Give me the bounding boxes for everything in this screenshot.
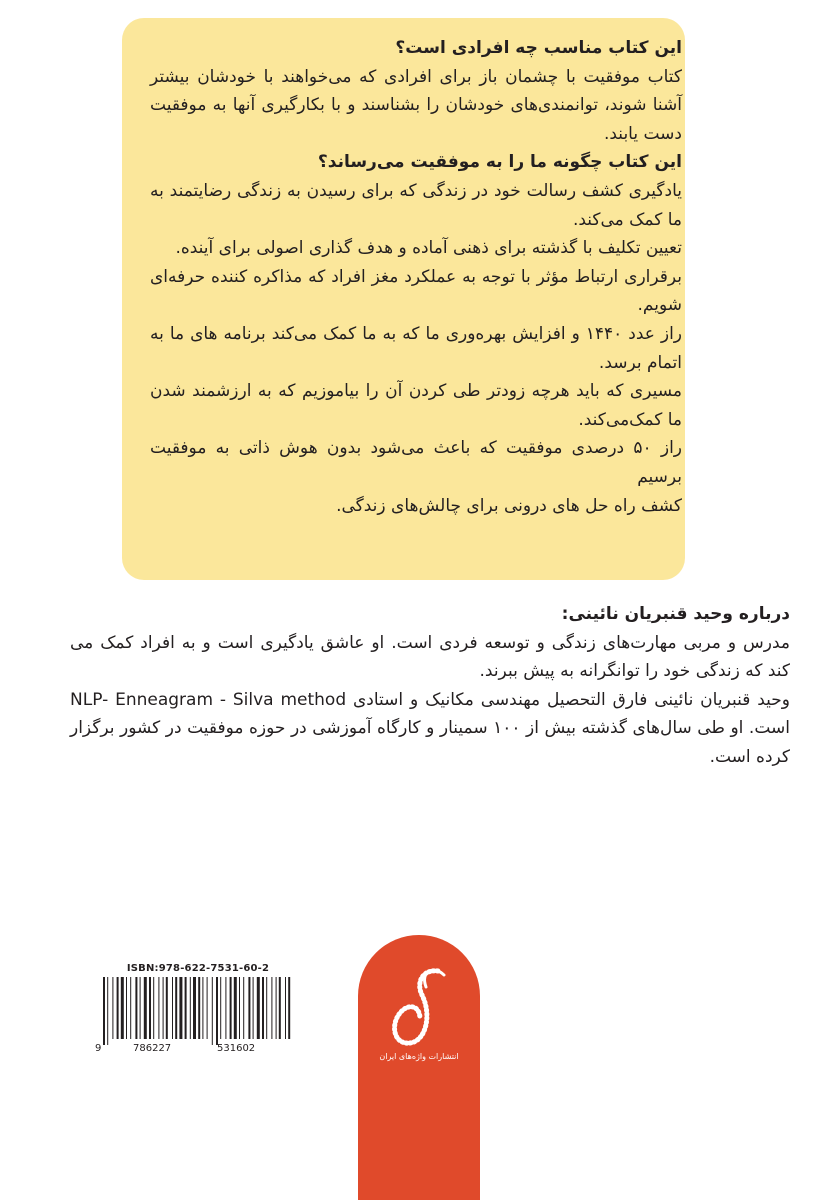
barcode-bar [112,977,113,1039]
barcode-bar [271,977,272,1039]
barcode-bar [262,977,264,1039]
barcode-bar [234,977,237,1039]
barcode-bar [144,977,147,1039]
barcode-bar [166,977,168,1039]
barcode-bar [163,977,164,1039]
benefit-item: کشف راه حل های درونی برای چالش‌های زندگی. [336,495,682,516]
question-how-it-helps: این کتاب چگونه ما را به موفقیت می‌رساند؟ [317,152,682,173]
barcode-bar [179,977,182,1039]
isbn-barcode-block [95,963,295,1073]
barcode-bar [276,977,277,1039]
barcode-bar [253,977,254,1039]
barcode-bar [257,977,260,1039]
isbn-label: ISBN:978-622-7531-60-2 [126,963,270,974]
barcode-bar [202,977,203,1039]
barcode-bar [175,977,177,1039]
publisher-name: انتشارات واژه‌های ایران [379,1052,459,1061]
benefit-item: یادگیری کشف رسالت خود در زندگی که برای رسیدن به زندگی رضایتمند به ما کمک می‌کند. [150,180,682,230]
barcode-bar [153,977,154,1039]
swirl-drop-icon [386,965,452,1051]
barcode-bar [239,977,240,1039]
barcode-bar [248,977,250,1039]
author-bio-paragraph: مدرس و مربی مهارت‌های زندگی و توسعه فردی است. او عاشق یادگیری است و به افراد کمک می کند که زندگی خود را توانگرانه به پیش ببرند. [70,632,790,682]
barcode-bar [130,977,131,1039]
barcode-icon [95,977,295,1045]
barcode-bar [190,977,191,1039]
barcode-bar [216,977,218,1045]
answer-who-is-it-for: کتاب موفقیت با چشمان باز برای افرادی که می‌خواهند با خودشان بیشتر آشنا شوند، توانمندی‌های خودشان را بشناسند و با بکارگیری آنها به موفقیت دست یابند. [150,66,682,144]
barcode-bar [140,977,141,1039]
barcode-bar [121,977,124,1039]
barcode-bar [107,977,108,1045]
book-description [150,34,682,520]
barcode-bar [230,977,232,1039]
barcode-bar [103,977,105,1045]
benefit-item: راز عدد ۱۴۴۰ و افزایش بهره‌وری ما که به ما کمک می‌کند برنامه های ما به اتمام برسد. [150,323,682,373]
barcode-bar [225,977,226,1039]
barcode-bar [220,977,221,1039]
barcode-bar [158,977,159,1039]
barcode-bar [198,977,200,1039]
benefit-item: برقراری ارتباط مؤثر با توجه به عملکرد مغز افراد که مذاکره کننده حرفه‌ای شویم. [150,266,682,316]
barcode-bar [185,977,187,1039]
barcode-bar [279,977,281,1039]
barcode-bar [135,977,137,1039]
benefit-item: مسیری که باید هرچه زودتر طی کردن آن را بیاموزیم که به ارزشمند شدن ما کمک‌می‌کند. [150,381,682,430]
barcode-bar [149,977,151,1039]
barcode-right-digits: 531602 [217,1043,256,1054]
question-who-is-it-for: این کتاب مناسب چه افرادی است؟ [395,38,682,58]
about-author [70,600,790,772]
barcode-prefix-digit: 9 [95,1043,102,1054]
barcode-bar [172,977,173,1039]
barcode-bar [207,977,208,1039]
barcode-bar [126,977,127,1039]
author-heading: درباره وحید قنبریان نائینی: [561,604,790,624]
publisher-logo-card [358,935,480,1200]
barcode-bar [266,977,267,1039]
author-credentials-paragraph: وحید قنبریان نائینی فارق التحصیل مهندسی مکانیک و استادی NLP- Enneagram - Silva method است. او طی سال‌های گذشته بیش از ۱۰۰ سمینار و کارگاه آموزشی در حوزه موفقیت در کشور برگزار کرده است. [70,689,790,767]
barcode-left-digits: 786227 [133,1043,172,1054]
benefit-item: راز ۵۰ درصدی موفقیت که باعث می‌شود بدون هوش ذاتی به موفقیت برسیم [150,438,682,487]
barcode-bar [243,977,244,1039]
benefit-item: تعیین تکلیف با گذشته برای ذهنی آماده و هدف گذاری اصولی برای آینده. [175,238,682,259]
barcode-bar [117,977,119,1039]
barcode-bar [288,977,290,1039]
barcode-bar [193,977,196,1039]
barcode-bar [285,977,286,1039]
barcode-bar [212,977,213,1045]
